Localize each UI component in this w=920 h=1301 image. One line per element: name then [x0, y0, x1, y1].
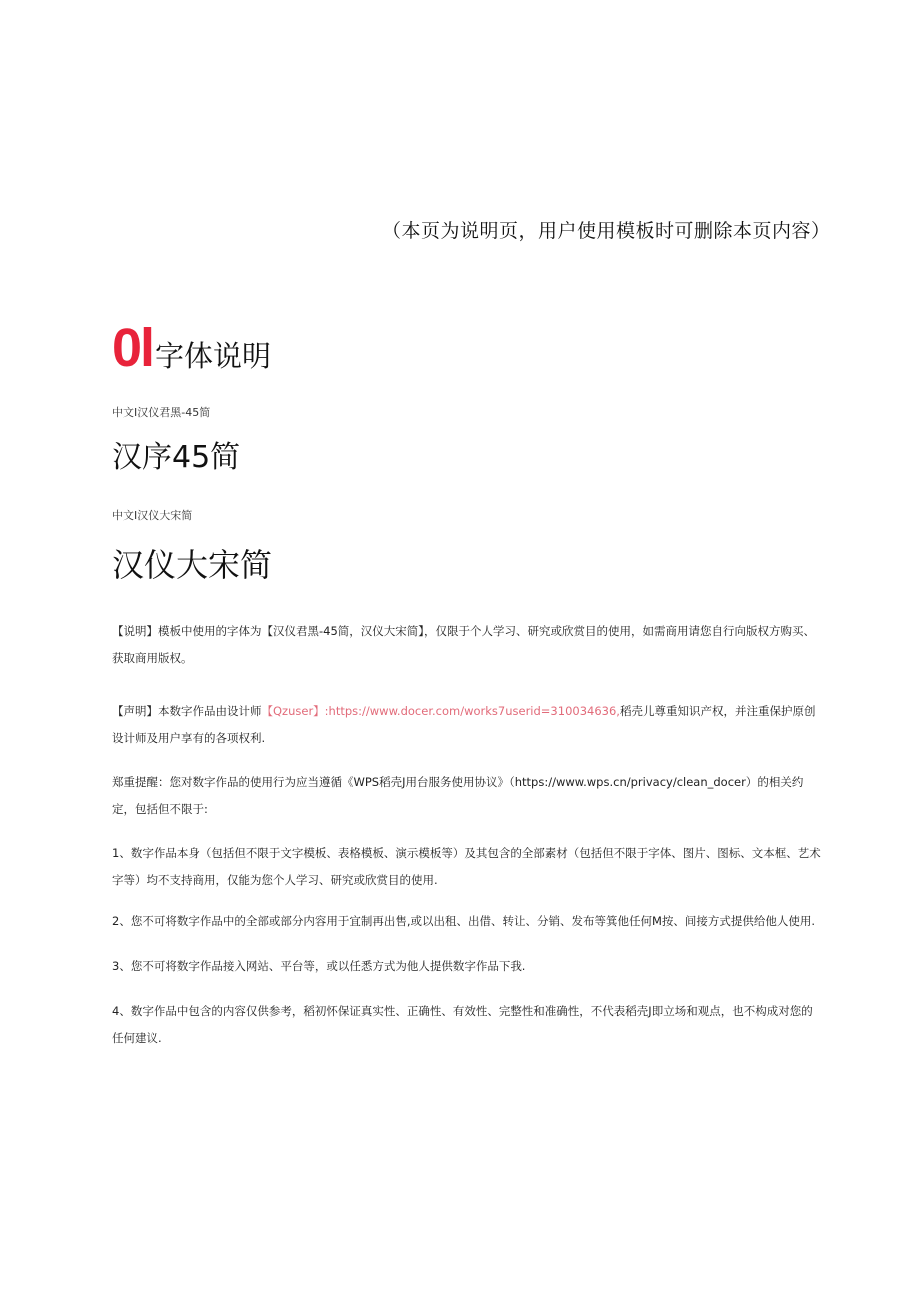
statement-prefix: 【声明】本数字作品由设计师 — [112, 704, 262, 718]
statement-paragraph — [112, 698, 824, 752]
rule-item-3: 3、您不可将数字作品接入网站、平台等，或以任悉方式为他人提供数字作品下我. — [112, 959, 526, 973]
font-label-1: 中文I汉仪君黑-45简 — [112, 406, 211, 419]
section-title: 字体说明 — [155, 339, 272, 373]
section-number: 0l — [112, 318, 154, 378]
designer-link[interactable]: :https://www.docer.com/works7userid=310034636, — [324, 704, 620, 718]
statement-suffix: 稻壳儿尊重知识产权，并注重保护原创设计师及用户享有的各项权利. — [112, 704, 816, 745]
rule-item-2: 2、您不可将数字作品中的全部或部分内容用于宜制再出售,或以出租、出借、转让、分销、发布等箕他任何M按、间接方式提供给他人使用. — [112, 914, 816, 928]
rule-item-1: 1、数字作品本身（包括但不限于文字模板、表格模板、演示模板等）及其包含的全部素材（包括但不限于字体、图片、图标、文本框、艺术字等）均不支持商用，仅能为您个人学习、研究或欣赏目的使用. — [112, 846, 821, 887]
notice-paragraph: 【说明】模板中使用的字体为【汉仪君黑-45简，汉仪大宋简】，仅限于个人学习、研究或欣赏目的使用，如需商用请您自行向版权方购买、获取商用版权。 — [112, 624, 816, 665]
reminder-paragraph: 郑重提醒：您对数字作品的使用行为应当遵循《WPS稻壳J用台服务使用协议》（https://www.wps.cn/privacy/clean_docer）的相关约定，包括但不限于: — [112, 775, 804, 816]
font-sample-1: 汉序45简 — [112, 440, 241, 475]
font-label-2: 中文I汉仪大宋简 — [112, 509, 193, 522]
font-sample-2: 汉仪大宋简 — [112, 546, 273, 584]
designer-name: 【Qzuser】 — [261, 704, 325, 718]
section-heading — [112, 318, 271, 386]
rule-item-4: 4、数字作品中包含的内容仅供参考，稻初怀保证真实性、正确性、有效性、完整性和准确性，不代表稻壳J即立场和观点，也不构成对您的任何建议. — [112, 1004, 813, 1045]
page-note: （本页为说明页，用户使用模板时可删除本页内容） — [382, 220, 831, 242]
